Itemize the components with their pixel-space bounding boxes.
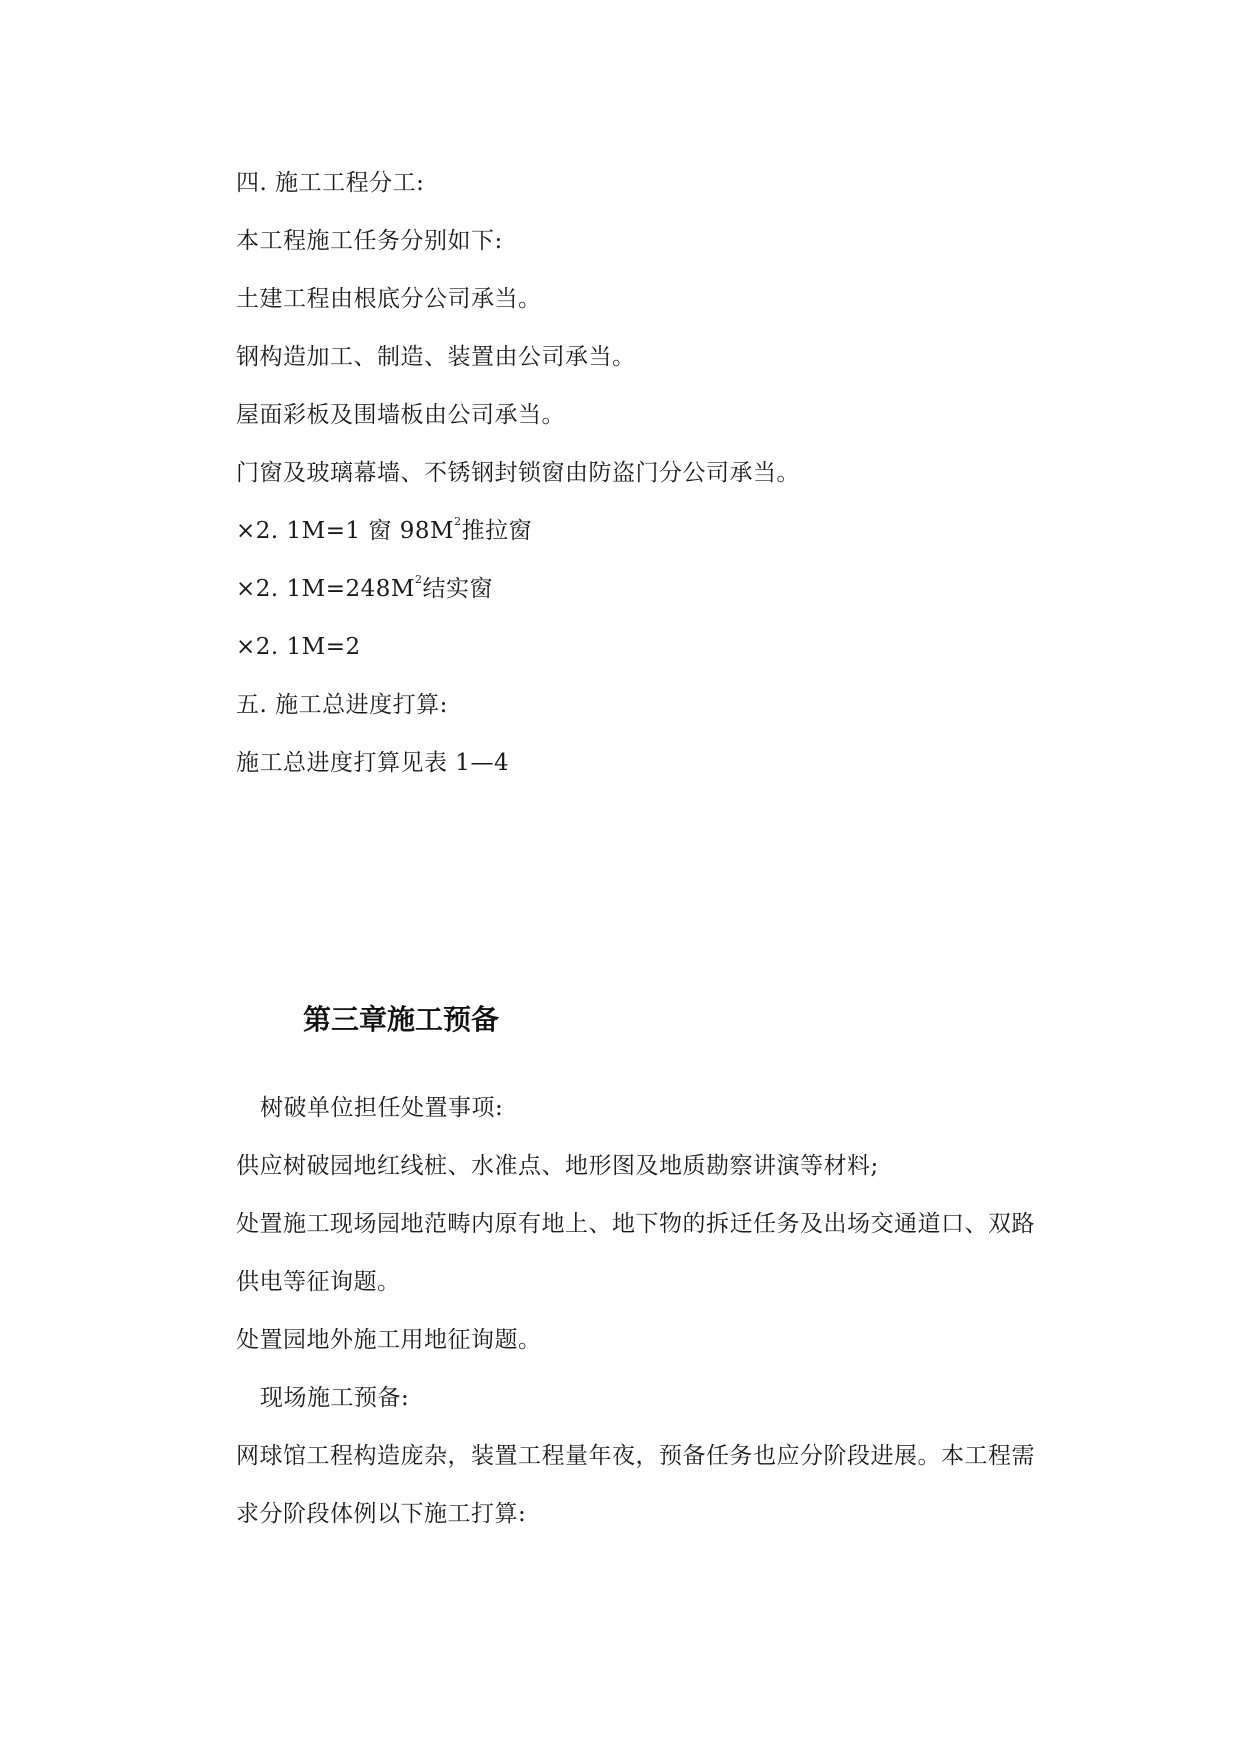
- subheading: 树破单位担任处置事项:: [260, 1095, 504, 1121]
- window-spec-suffix: 推拉窗: [461, 518, 533, 544]
- window-spec-sup: 2: [454, 515, 462, 528]
- chapter-title: 第三章施工预备: [303, 1003, 500, 1036]
- paragraph: 网球馆工程构造庞杂，装置工程量年夜，预备任务也应分阶段进展。本工程需: [236, 1443, 1035, 1469]
- window-spec-line: [236, 516, 532, 546]
- window-spec-suffix: 结实窗: [422, 576, 493, 602]
- section-four-intro: 本工程施工任务分别如下:: [236, 228, 503, 254]
- window-spec-sup: 2: [414, 573, 423, 586]
- paragraph: 处置施工现场园地范畴内原有地上、地下物的拆迁任务及出场交通道口、双路: [236, 1211, 1035, 1237]
- list-item: 钢构造加工、制造、装置由公司承当。: [236, 344, 636, 370]
- window-spec-line: [236, 574, 493, 604]
- paragraph: 供应树破园地红线桩、水准点、地形图及地质勘察讲演等材料;: [236, 1153, 879, 1179]
- window-spec-prefix: ×2. 1M=2: [236, 634, 361, 660]
- list-item: 土建工程由根底分公司承当。: [236, 286, 542, 312]
- section-four-heading: 四. 施工工程分工:: [236, 170, 425, 196]
- list-item: 屋面彩板及围墙板由公司承当。: [236, 402, 565, 428]
- section-five-heading: 五. 施工总进度打算:: [236, 692, 448, 718]
- subheading: 现场施工预备:: [260, 1385, 410, 1411]
- paragraph: 供电等征询题。: [236, 1269, 401, 1295]
- window-spec-prefix: ×2. 1M=248M: [236, 576, 415, 602]
- paragraph: 处置园地外施工用地征询题。: [236, 1327, 542, 1353]
- paragraph: 求分阶段体例以下施工打算:: [236, 1501, 527, 1527]
- section-five-text: 施工总进度打算见表 1—4: [236, 750, 510, 776]
- window-spec-prefix: ×2. 1M=1 窗 98M: [236, 518, 455, 544]
- window-spec-line: [236, 632, 361, 662]
- list-item: 门窗及玻璃幕墙、不锈钢封锁窗由防盗门分公司承当。: [236, 460, 800, 486]
